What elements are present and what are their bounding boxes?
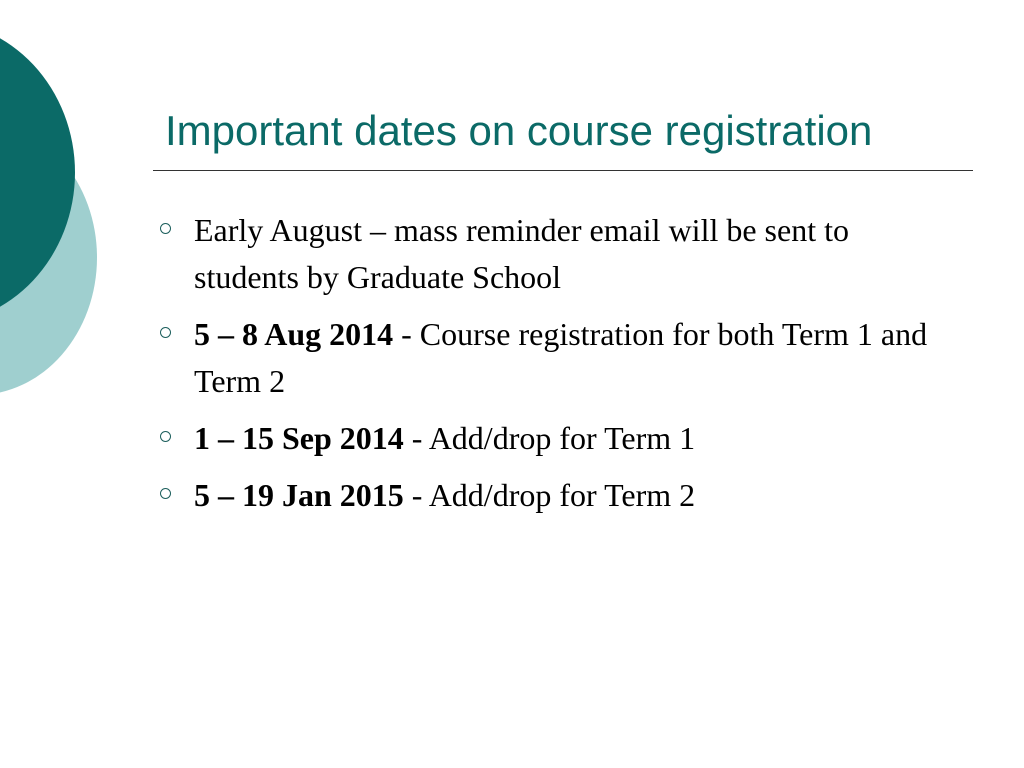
list-item xyxy=(155,207,955,301)
bullet-text: Early August – mass reminder email will be sent to students by Graduate School xyxy=(194,212,849,295)
slide-title: Important dates on course registration xyxy=(165,107,873,154)
bullet-text: - Course registration for both Term 1 and Term 2 xyxy=(194,316,928,399)
list-item xyxy=(155,415,955,462)
bullet-date: 5 – 19 Jan 2015 xyxy=(194,477,404,513)
list-item xyxy=(155,472,955,519)
bullet-date: 5 – 8 Aug 2014 xyxy=(194,316,394,352)
hollow-circle-icon xyxy=(160,431,171,442)
hollow-circle-icon xyxy=(160,223,171,234)
bullet-text: - Add/drop for Term 2 xyxy=(403,477,696,513)
list-item xyxy=(155,311,955,405)
title-divider xyxy=(153,170,973,171)
hollow-circle-icon xyxy=(160,488,171,499)
bullet-date: 1 – 15 Sep 2014 xyxy=(194,420,404,456)
bullet-list xyxy=(155,207,955,529)
hollow-circle-icon xyxy=(160,327,171,338)
bullet-text: - Add/drop for Term 1 xyxy=(403,420,696,456)
